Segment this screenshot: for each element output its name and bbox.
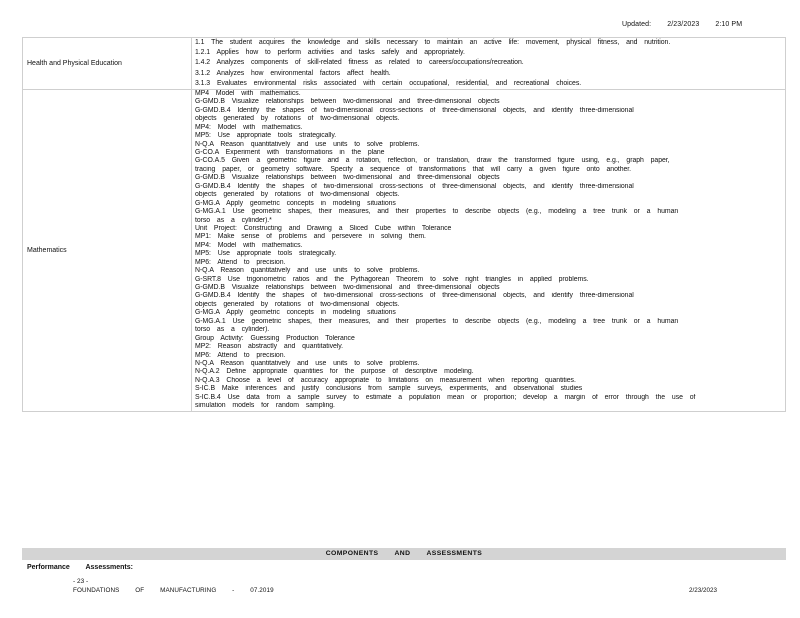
standard-line: G-GMD.B.4 Identify the shapes of two-dimensional cross-sections of three-dimensional objects, and identify three-dimensional bbox=[195, 106, 634, 114]
standard-line: torso as a cylinder).* bbox=[195, 216, 272, 224]
standard-line: G-MG.A Apply geometric concepts in modeling situations bbox=[195, 199, 396, 207]
standard-line: 1.4.2 Analyzes components of skill-related fitness as related to careers/occupations/recreation. bbox=[195, 59, 524, 67]
footer-course: FOUNDATIONS OF MANUFACTURING - 07.2019 bbox=[73, 587, 274, 594]
subject-cell: Health and Physical Education bbox=[23, 38, 192, 90]
standard-line: MP4: Model with mathematics. bbox=[195, 241, 303, 249]
standard-line: S-IC.B Make inferences and justify conclusions from sample surveys, experiments, and observational studies bbox=[195, 385, 583, 393]
standard-line: MP4: Model with mathematics. bbox=[195, 123, 303, 131]
standard-line: 1.2.1 Applies how to perform activities and tasks safely and appropriately. bbox=[195, 49, 465, 57]
performance-assessments-label: Performance Assessments: bbox=[27, 564, 133, 571]
standard-line: 3.1.3 Evaluates environmental risks associated with certain occupational, residential, and recreational choices. bbox=[195, 79, 582, 87]
standard-line: N-Q.A Reason quantitatively and use units to solve problems. bbox=[195, 359, 420, 367]
subject-cell: Mathematics bbox=[23, 89, 192, 411]
standard-line: MP5: Use appropriate tools strategically. bbox=[195, 250, 337, 258]
standards-cell bbox=[192, 89, 786, 411]
standard-line: G-MG.A.1 Use geometric shapes, their measures, and their properties to describe objects (e.g., modeling a tree trunk or a human bbox=[195, 208, 679, 216]
standard-line: objects generated by rotations of two-dimensional objects. bbox=[195, 300, 400, 308]
updated-time: 2:10 PM bbox=[715, 21, 743, 28]
standard-line: N-Q.A Reason quantitatively and use units to solve problems. bbox=[195, 267, 420, 275]
standards-table bbox=[22, 37, 786, 412]
standard-line: objects generated by rotations of two-dimensional objects. bbox=[195, 115, 400, 123]
standard-line: G-GMD.B Visualize relationships between two-dimensional and three-dimensional objects bbox=[195, 98, 500, 106]
standard-line: MP2: Reason abstractly and quantitatively. bbox=[195, 343, 343, 351]
standard-line: G-SRT.8 Use trigonometric ratios and the Pythagorean Theorem to solve right triangles in applied problems. bbox=[195, 275, 589, 283]
standards-cell bbox=[192, 38, 786, 90]
standard-line: G-GMD.B.4 Identify the shapes of two-dimensional cross-sections of three-dimensional objects, and identify three-dimensional bbox=[195, 182, 634, 190]
standard-line: MP6: Attend to precision. bbox=[195, 351, 286, 359]
standard-line: MP6: Attend to precision. bbox=[195, 258, 286, 266]
standard-line: 3.1.2 Analyzes how environmental factors affect health. bbox=[195, 69, 391, 77]
updated-stamp bbox=[622, 21, 756, 28]
standard-line: torso as a cylinder). bbox=[195, 326, 270, 334]
table-row bbox=[23, 89, 786, 411]
standard-line: tracing paper, or geometry software. Specify a sequence of transformations that will carry a given figure onto another. bbox=[195, 165, 632, 173]
standard-line: Group Activity: Guessing Production Tolerance bbox=[195, 334, 355, 342]
standard-line: G-MG.A.1 Use geometric shapes, their measures, and their properties to describe objects (e.g., modeling a tree trunk or a human bbox=[195, 317, 679, 325]
section-bar: COMPONENTS AND ASSESSMENTS bbox=[22, 548, 786, 560]
standard-line: simulation models for random sampling. bbox=[195, 402, 335, 410]
standard-line: G-CO.A.5 Given a geometric figure and a rotation, reflection, or translation, draw the transformed figure using, e.g., graph paper, bbox=[195, 157, 670, 165]
standard-line: N-Q.A Reason quantitatively and use units to solve problems. bbox=[195, 140, 420, 148]
standard-line: MP4 Model with mathematics. bbox=[195, 89, 301, 97]
updated-date: 2/23/2023 bbox=[667, 21, 700, 28]
standard-line: G-GMD.B Visualize relationships between two-dimensional and three-dimensional objects bbox=[195, 174, 500, 182]
standard-line: G-CO.A Experiment with transformations in the plane bbox=[195, 149, 385, 156]
standard-line: N-Q.A.3 Choose a level of accuracy appropriate to limitations on measurement when reporting quantities. bbox=[195, 376, 576, 384]
standard-line: G-GMD.B.4 Identify the shapes of two-dimensional cross-sections of three-dimensional objects, and identify three-dimensional bbox=[195, 292, 634, 300]
standard-line: objects generated by rotations of two-dimensional objects. bbox=[195, 191, 400, 199]
standard-line: Unit Project: Constructing and Drawing a Sliced Cube within Tolerance bbox=[195, 224, 452, 232]
page-number: - 23 - bbox=[73, 578, 89, 585]
standard-line: S-IC.B.4 Use data from a sample survey to estimate a population mean or proportion; develop a margin of error through the use of bbox=[195, 393, 696, 401]
standard-line: MP5: Use appropriate tools strategically. bbox=[195, 132, 337, 140]
standard-line: G-MG.A Apply geometric concepts in modeling situations bbox=[195, 309, 396, 317]
footer-date: 2/23/2023 bbox=[689, 587, 718, 594]
standard-line: 1.1 The student acquires the knowledge and skills necessary to maintain an active life: movement, physical fitness, and nutrition. bbox=[195, 39, 671, 46]
standard-line: G-GMD.B Visualize relationships between two-dimensional and three-dimensional objects bbox=[195, 284, 500, 291]
updated-label: Updated: bbox=[622, 21, 652, 28]
table-row bbox=[23, 38, 786, 90]
standard-line: N-Q.A.2 Define appropriate quantities for the purpose of descriptive modeling. bbox=[195, 368, 474, 376]
standard-line: MP1: Make sense of problems and persevere in solving them. bbox=[195, 233, 426, 241]
